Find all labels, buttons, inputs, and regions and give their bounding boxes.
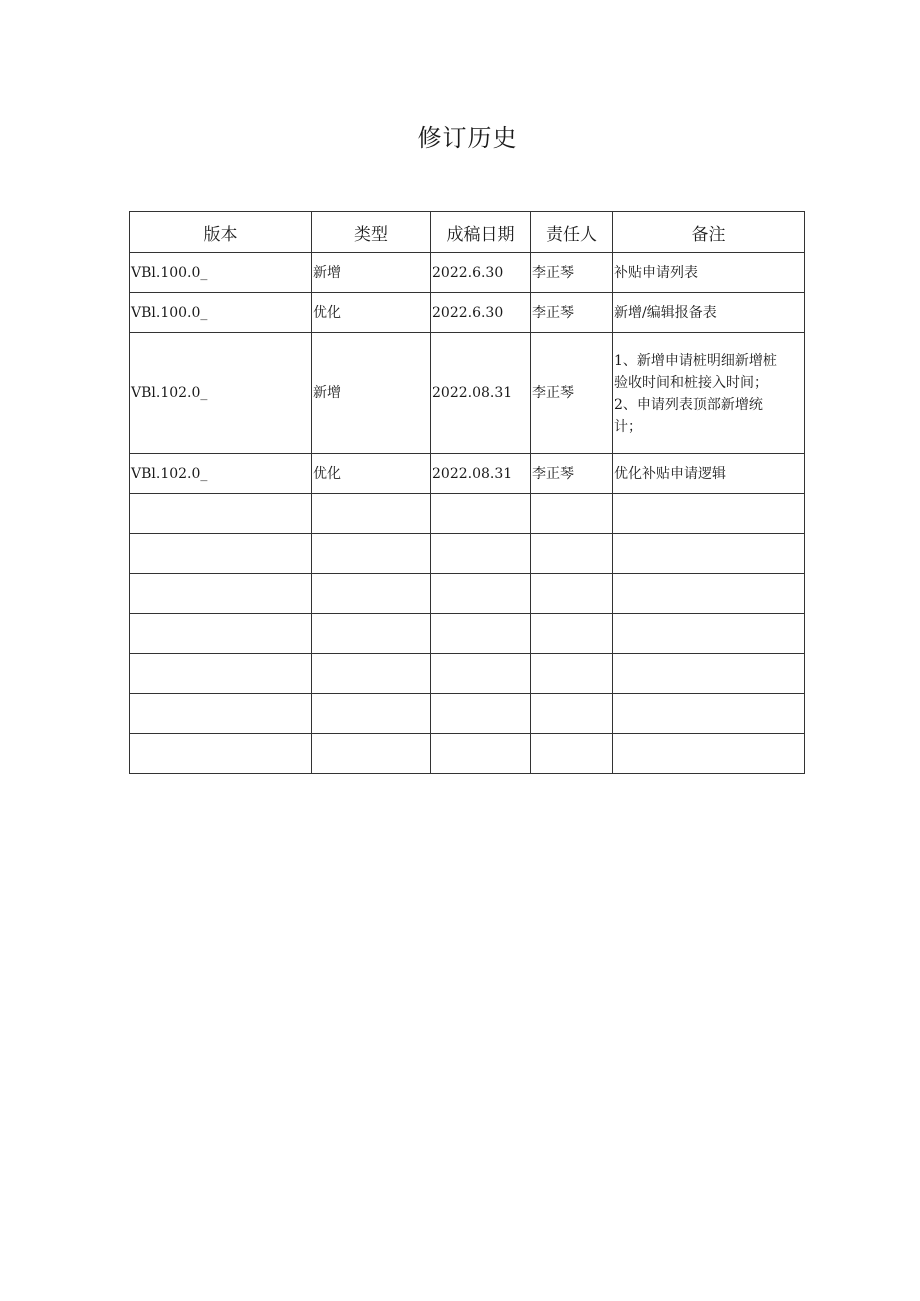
cell-note: 新增/编辑报备表: [613, 293, 805, 333]
cell-version: [130, 734, 312, 774]
cell-date: [431, 734, 531, 774]
cell-date: 2022.08.31: [431, 333, 531, 454]
cell-type: [312, 694, 431, 734]
table-row: [130, 734, 805, 774]
cell-type: [312, 534, 431, 574]
cell-owner: [531, 734, 613, 774]
header-type: 类型: [312, 212, 431, 253]
cell-version: [130, 614, 312, 654]
cell-type: 新增: [312, 333, 431, 454]
cell-version: [130, 654, 312, 694]
cell-note: [613, 574, 805, 614]
cell-owner: 李正琴: [531, 454, 613, 494]
cell-date: [431, 614, 531, 654]
cell-type: [312, 614, 431, 654]
header-owner: 责任人: [531, 212, 613, 253]
cell-note: 补贴申请列表: [613, 253, 805, 293]
cell-version: [130, 694, 312, 734]
table-row: [130, 333, 805, 454]
header-date: 成稿日期: [431, 212, 531, 253]
cell-date: [431, 654, 531, 694]
cell-date: [431, 574, 531, 614]
header-version: 版本: [130, 212, 312, 253]
table-row: [130, 494, 805, 534]
table-header-row: [130, 212, 805, 253]
cell-version: [130, 534, 312, 574]
cell-note: 优化补贴申请逻辑: [613, 454, 805, 494]
table-row: [130, 534, 805, 574]
header-note: 备注: [613, 212, 805, 253]
cell-version: VBl.100.0_: [130, 293, 312, 333]
cell-owner: [531, 654, 613, 694]
cell-type: [312, 734, 431, 774]
table-row: [130, 614, 805, 654]
cell-owner: [531, 574, 613, 614]
cell-owner: 李正琴: [531, 253, 613, 293]
cell-date: 2022.6.30: [431, 293, 531, 333]
cell-type: [312, 654, 431, 694]
cell-date: 2022.08.31: [431, 454, 531, 494]
table-row: [130, 454, 805, 494]
cell-note: [613, 534, 805, 574]
cell-note: [613, 694, 805, 734]
cell-owner: 李正琴: [531, 333, 613, 454]
cell-note: [613, 734, 805, 774]
table-row: [130, 574, 805, 614]
table-row: [130, 694, 805, 734]
cell-owner: [531, 534, 613, 574]
note-text: 1、新增申请桩明细新增桩 验收时间和桩接入时间； 2、申请列表顶部新增统 计；: [614, 353, 777, 435]
cell-owner: [531, 614, 613, 654]
table-row: [130, 654, 805, 694]
cell-owner: 李正琴: [531, 293, 613, 333]
cell-note: [613, 333, 805, 454]
cell-date: 2022.6.30: [431, 253, 531, 293]
cell-type: 新增: [312, 253, 431, 293]
cell-owner: [531, 694, 613, 734]
cell-note: [613, 614, 805, 654]
cell-version: VBl.102.0_: [130, 333, 312, 454]
cell-note: [613, 654, 805, 694]
cell-owner: [531, 494, 613, 534]
cell-type: 优化: [312, 454, 431, 494]
cell-type: 优化: [312, 293, 431, 333]
cell-version: VBl.100.0_: [130, 253, 312, 293]
cell-type: [312, 494, 431, 534]
cell-type: [312, 574, 431, 614]
cell-note: [613, 494, 805, 534]
revision-history-table: [129, 211, 805, 774]
table-row: [130, 253, 805, 293]
cell-date: [431, 534, 531, 574]
cell-date: [431, 494, 531, 534]
table-row: [130, 293, 805, 333]
cell-version: VBl.102.0_: [130, 454, 312, 494]
cell-version: [130, 574, 312, 614]
page-title: 修订历史: [417, 124, 518, 152]
cell-date: [431, 694, 531, 734]
cell-version: [130, 494, 312, 534]
